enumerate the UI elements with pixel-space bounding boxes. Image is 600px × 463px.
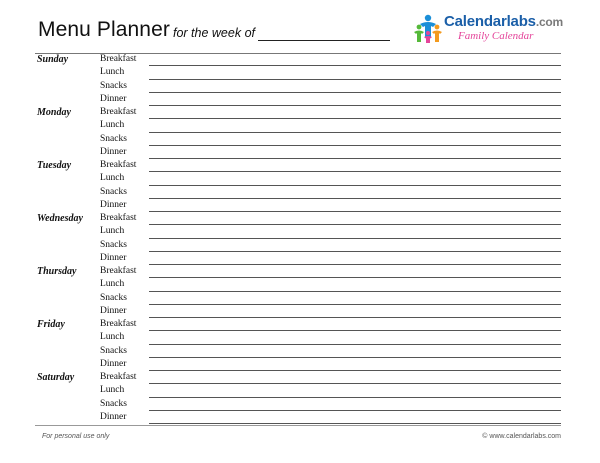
meal-label: Lunch	[100, 279, 125, 290]
meal-label: Lunch	[100, 120, 125, 131]
planner-row	[0, 199, 600, 212]
meal-label: Lunch	[100, 332, 125, 343]
planner-row	[0, 186, 600, 199]
planner-row	[0, 159, 600, 172]
day-label: Thursday	[37, 266, 77, 277]
meal-label: Dinner	[100, 358, 127, 369]
day-label: Monday	[37, 107, 71, 118]
planner-row	[0, 239, 600, 252]
meal-label: Dinner	[100, 411, 127, 422]
meal-label: Breakfast	[100, 319, 137, 329]
day-label: Friday	[37, 319, 65, 330]
meal-label: Lunch	[100, 173, 125, 184]
meal-label: Lunch	[100, 226, 125, 237]
meal-label: Dinner	[100, 252, 127, 263]
day-label: Tuesday	[37, 160, 72, 171]
planner-row	[0, 146, 600, 159]
meal-label: Breakfast	[100, 54, 137, 64]
planner-grid	[0, 53, 600, 424]
meal-label: Snacks	[100, 292, 127, 303]
logo-brand	[444, 13, 563, 30]
planner-row	[0, 133, 600, 146]
meal-label: Breakfast	[100, 266, 137, 276]
calendarlabs-logo	[411, 13, 564, 47]
day-label: Saturday	[37, 372, 75, 383]
meal-label: Snacks	[100, 80, 127, 91]
planner-row	[0, 331, 600, 344]
logo-tagline: Family Calendar	[458, 30, 534, 42]
meal-label: Snacks	[100, 239, 127, 250]
planner-row	[0, 305, 600, 318]
planner-row	[0, 345, 600, 358]
planner-row	[0, 106, 600, 119]
write-in-line[interactable]	[149, 423, 561, 424]
planner-row	[0, 212, 600, 225]
footer-copyright: © www.calendarlabs.com	[482, 433, 561, 440]
meal-label: Lunch	[100, 67, 125, 78]
planner-row	[0, 358, 600, 371]
planner-row	[0, 398, 600, 411]
planner-row	[0, 384, 600, 397]
meal-label: Lunch	[100, 385, 125, 396]
planner-row	[0, 172, 600, 185]
meal-label: Breakfast	[100, 160, 137, 170]
planner-row	[0, 80, 600, 93]
meal-label: Breakfast	[100, 213, 137, 223]
day-label: Wednesday	[37, 213, 83, 224]
meal-label: Snacks	[100, 186, 127, 197]
planner-row	[0, 371, 600, 384]
planner-row	[0, 225, 600, 238]
planner-row	[0, 53, 600, 66]
planner-row	[0, 93, 600, 106]
meal-label: Dinner	[100, 305, 127, 316]
meal-label: Dinner	[100, 146, 127, 157]
week-label: for the week of	[173, 26, 255, 40]
meal-label: Breakfast	[100, 372, 137, 382]
planner-row	[0, 292, 600, 305]
meal-label: Snacks	[100, 345, 127, 356]
logo-domain: .com	[535, 15, 564, 29]
meal-label: Dinner	[100, 199, 127, 210]
footer-note: For personal use only	[42, 433, 110, 440]
planner-row	[0, 318, 600, 331]
page-title: Menu Planner	[38, 18, 170, 41]
planner-row	[0, 252, 600, 265]
bottom-rule	[35, 425, 561, 426]
meal-label: Snacks	[100, 398, 127, 409]
planner-row	[0, 278, 600, 291]
meal-label: Dinner	[100, 93, 127, 104]
family-figures-logo-icon	[411, 14, 445, 44]
week-fill-line	[258, 40, 390, 41]
planner-row	[0, 411, 600, 424]
day-label: Sunday	[37, 54, 69, 65]
meal-label: Breakfast	[100, 107, 137, 117]
logo-brand-name: Calendarlabs	[444, 13, 536, 30]
meal-label: Snacks	[100, 133, 127, 144]
planner-row	[0, 265, 600, 278]
planner-row	[0, 66, 600, 79]
planner-row	[0, 119, 600, 132]
